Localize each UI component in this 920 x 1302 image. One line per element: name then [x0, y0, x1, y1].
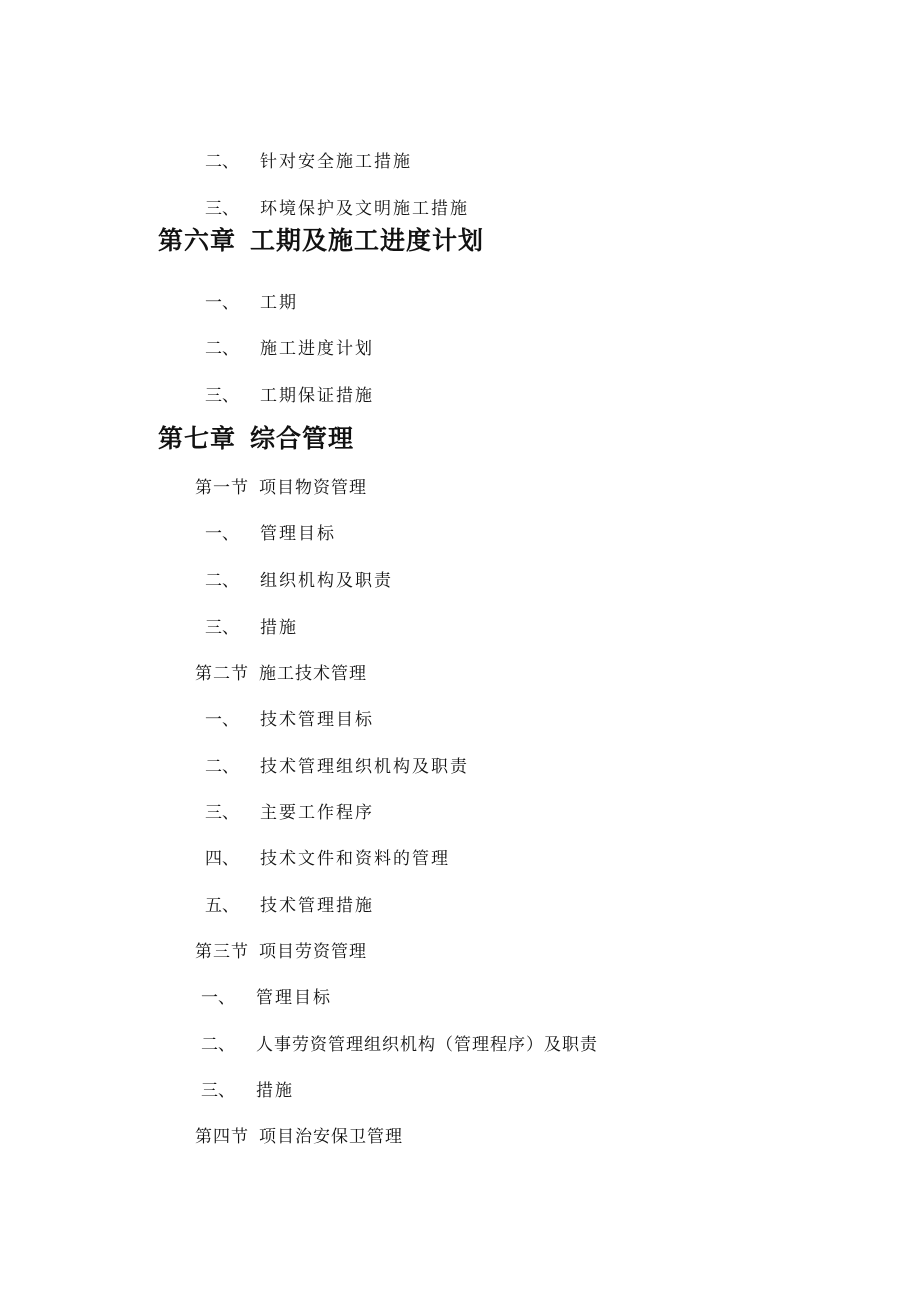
toc-item-number: 一、	[201, 988, 235, 1008]
chapter-label: 第七章	[158, 424, 237, 453]
toc-item-number: 二、	[201, 1035, 235, 1055]
toc-item-number: 三、	[205, 618, 239, 638]
section-label: 第二节	[195, 664, 249, 684]
toc-item-text: 工期保证措施	[260, 386, 374, 406]
section-heading	[195, 478, 367, 498]
section-label: 第三节	[195, 942, 249, 962]
section-heading	[195, 664, 367, 684]
toc-item-number: 四、	[205, 849, 239, 869]
chapter-title: 工期及施工进度计划	[250, 226, 485, 255]
toc-item-number: 三、	[205, 803, 239, 823]
section-title: 项目物资管理	[259, 478, 367, 498]
toc-item-number: 一、	[205, 293, 239, 313]
chapter-title: 综合管理	[250, 424, 355, 453]
toc-item-number: 三、	[205, 199, 239, 219]
toc-item-number: 三、	[205, 386, 239, 406]
toc-item-number: 二、	[205, 152, 239, 172]
toc-item-text: 工期	[260, 293, 298, 313]
toc-item-text: 人事劳资管理组织机构（管理程序）及职责	[256, 1035, 598, 1055]
chapter-heading	[158, 424, 354, 454]
toc-item-text: 管理目标	[256, 988, 332, 1008]
toc-item-number: 二、	[205, 339, 239, 359]
section-title: 施工技术管理	[259, 664, 367, 684]
toc-item-text: 技术管理目标	[260, 710, 374, 730]
toc-item-text: 针对安全施工措施	[260, 152, 412, 172]
chapter-label: 第六章	[158, 226, 237, 255]
section-title: 项目劳资管理	[259, 942, 367, 962]
toc-item-text: 组织机构及职责	[260, 571, 393, 591]
toc-item-number: 一、	[205, 524, 239, 544]
section-label: 第四节	[195, 1127, 249, 1147]
chapter-heading	[158, 226, 484, 256]
toc-item-number: 二、	[205, 757, 239, 777]
section-title: 项目治安保卫管理	[259, 1127, 403, 1147]
toc-item-text: 技术文件和资料的管理	[260, 849, 450, 869]
toc-item-text: 技术管理组织机构及职责	[260, 757, 469, 777]
toc-item-number: 一、	[205, 710, 239, 730]
section-heading	[195, 942, 367, 962]
toc-item-number: 三、	[201, 1081, 235, 1101]
toc-item-text: 环境保护及文明施工措施	[260, 199, 469, 219]
toc-item-number: 二、	[205, 571, 239, 591]
toc-item-text: 管理目标	[260, 524, 336, 544]
toc-item-text: 主要工作程序	[260, 803, 374, 823]
toc-item-text: 施工进度计划	[260, 339, 374, 359]
toc-item-text: 措施	[256, 1081, 294, 1101]
toc-item-text: 技术管理措施	[260, 896, 374, 916]
section-label: 第一节	[195, 478, 249, 498]
toc-item-text: 措施	[260, 618, 298, 638]
toc-item-number: 五、	[205, 896, 239, 916]
section-heading	[195, 1127, 403, 1147]
